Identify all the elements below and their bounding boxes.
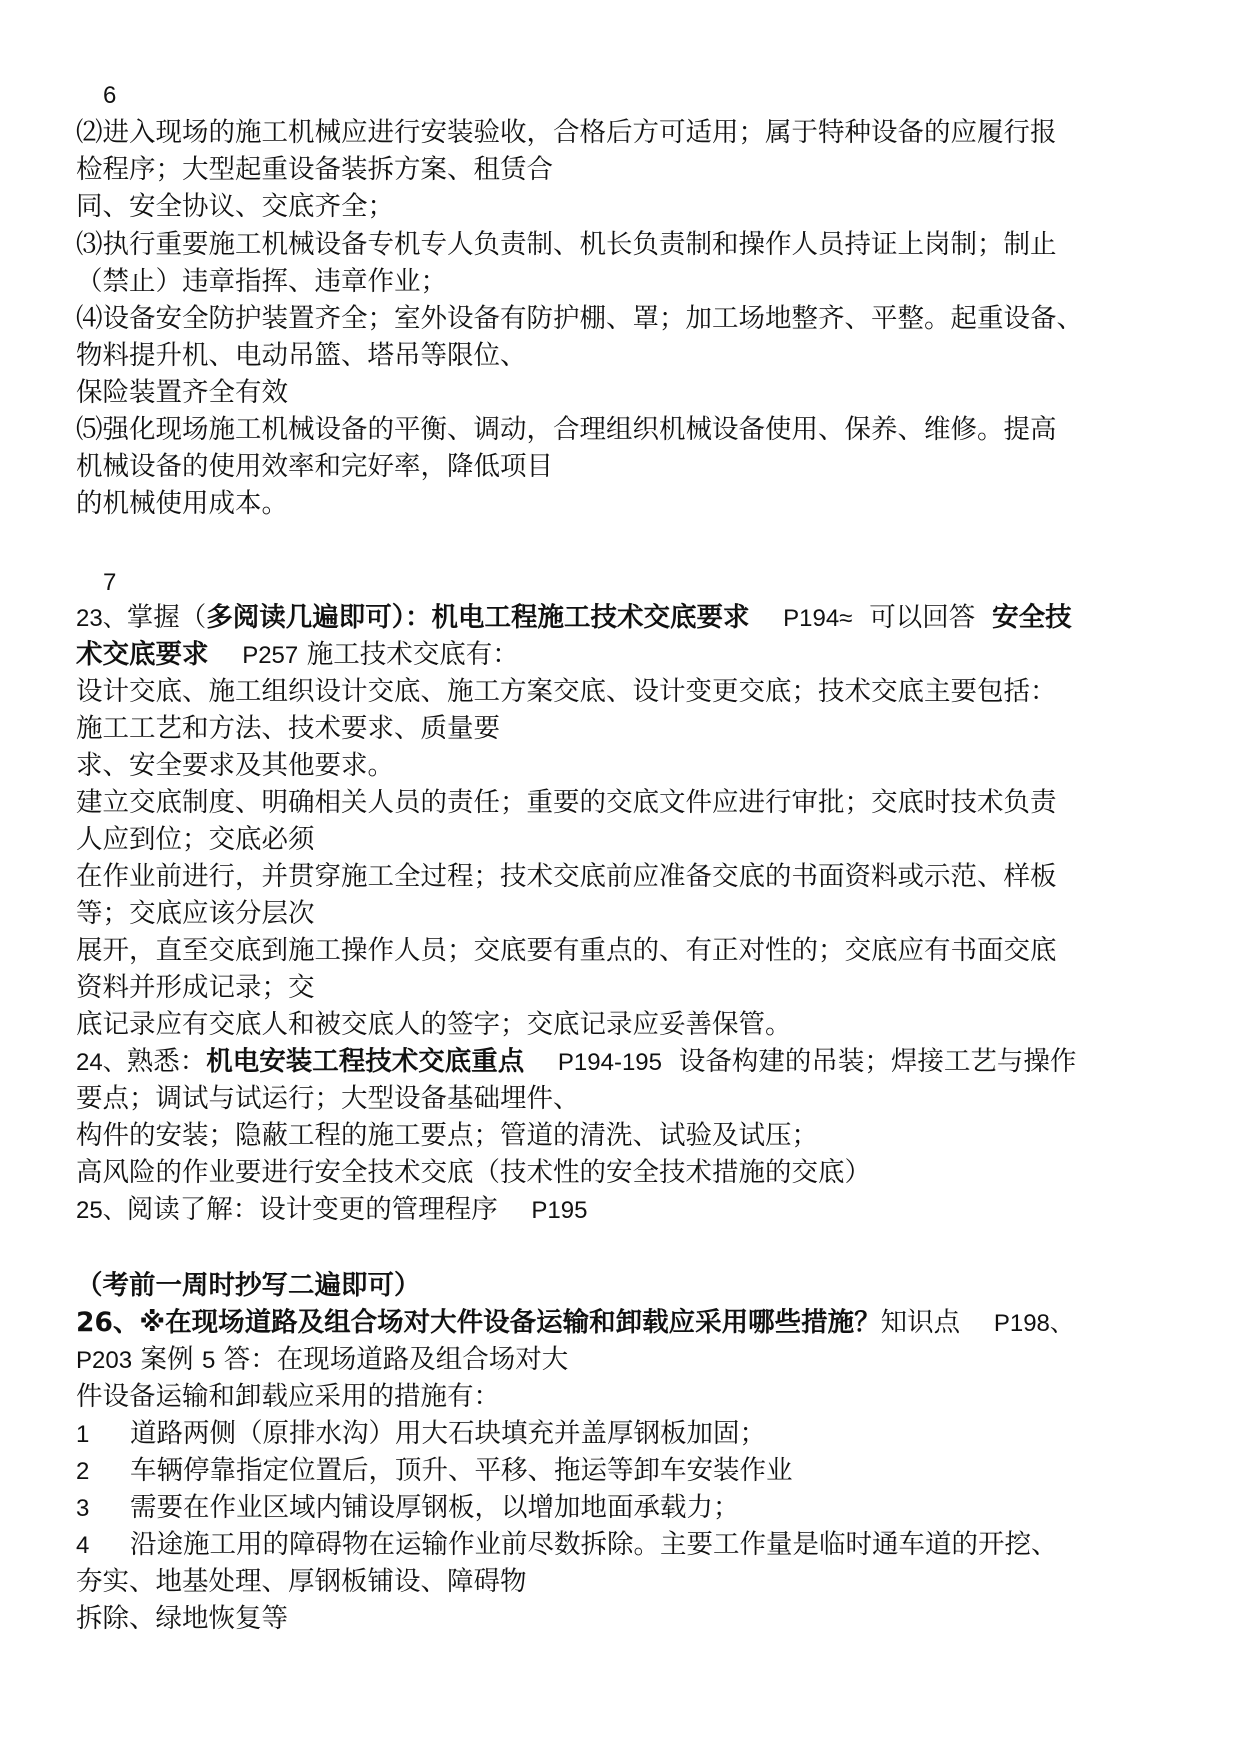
text-line: 构件的安装；隐蔽工程的施工要点；管道的清洗、试验及试压；	[76, 1120, 818, 1151]
text-line: 展开，直至交底到施工操作人员；交底要有重点的、有正对性的；交底应有书面交底	[76, 935, 1057, 966]
exam-note: （考前一周时抄写二遍即可）	[76, 1270, 421, 1301]
list-item: 3 需要在作业区域内铺设厚钢板，以增加地面承载力；	[76, 1492, 740, 1523]
text-line: ⑷设备安全防护装置齐全；室外设备有防护棚、罩；加工场地整齐、平整。起重设备、	[76, 303, 1083, 334]
text-line: 的机械使用成本。	[76, 488, 288, 519]
item-23-heading: 23、掌握（多阅读几遍即可）：机电工程施工技术交底要求 P194≈ 可以回答 安全技	[76, 602, 1072, 633]
text-line: ⑵进入现场的施工机械应进行安装验收，合格后方可适用；属于特种设备的应履行报	[76, 117, 1057, 148]
item-25-heading: 25、阅读了解：设计变更的管理程序 P195	[76, 1194, 588, 1225]
text-line: ⑶执行重要施工机械设备专机专人负责制、机长负责制和操作人员持证上岗制；制止	[76, 229, 1057, 260]
text-line: 保险装置齐全有效	[76, 377, 288, 408]
item-26-heading: 26、※在现场道路及组合场对大件设备运输和卸载应采用哪些措施？知识点 P198、	[76, 1307, 1074, 1338]
text-line: 检程序；大型起重设备装拆方案、租赁合	[76, 154, 553, 185]
item-24-heading: 24、熟悉：机电安装工程技术交底重点 P194-195 设备构建的吊装；焊接工艺与操作	[76, 1046, 1077, 1077]
text-line: 底记录应有交底人和被交底人的签字；交底记录应妥善保管。	[76, 1009, 792, 1040]
text-line: 在作业前进行，并贯穿施工全过程；技术交底前应准备交底的书面资料或示范、样板	[76, 861, 1057, 892]
item-23-heading-cont: 术交底要求 P257 施工技术交底有：	[76, 639, 519, 670]
list-item: 4 沿途施工用的障碍物在运输作业前尽数拆除。主要工作量是临时通车道的开挖、	[76, 1529, 1058, 1560]
text-line: 人应到位；交底必须	[76, 824, 315, 855]
page-number: 6	[103, 82, 117, 109]
text-line: 等；交底应该分层次	[76, 898, 315, 929]
text-line: 同、安全协议、交底齐全；	[76, 191, 394, 222]
text-line: ⑸强化现场施工机械设备的平衡、调动，合理组织机械设备使用、保养、维修。提高	[76, 414, 1057, 445]
text-line: 夯实、地基处理、厚钢板铺设、障碍物	[76, 1566, 527, 1597]
text-line: 求、安全要求及其他要求。	[76, 750, 394, 781]
list-item: 2 车辆停靠指定位置后，顶升、平移、拖运等卸车安装作业	[76, 1455, 793, 1486]
text-line: 件设备运输和卸载应采用的措施有：	[76, 1381, 500, 1412]
item-26-heading-cont: P203 案例 5 答：在现场道路及组合场对大	[76, 1344, 569, 1375]
list-item: 1 道路两侧（原排水沟）用大石块填充并盖厚钢板加固；	[76, 1418, 766, 1449]
text-line: 施工工艺和方法、技术要求、质量要	[76, 713, 500, 744]
text-line: 物料提升机、电动吊篮、塔吊等限位、	[76, 340, 527, 371]
text-line: 资料并形成记录；交	[76, 972, 315, 1003]
page-number: 7	[103, 569, 117, 596]
text-line: 要点；调试与试运行；大型设备基础埋件、	[76, 1083, 580, 1114]
text-line: 机械设备的使用效率和完好率，降低项目	[76, 451, 553, 482]
text-line: 建立交底制度、明确相关人员的责任；重要的交底文件应进行审批；交底时技术负责	[76, 787, 1057, 818]
text-line: 拆除、绿地恢复等	[76, 1603, 288, 1634]
text-line: 高风险的作业要进行安全技术交底（技术性的安全技术措施的交底）	[76, 1157, 871, 1188]
text-line: （禁止）违章指挥、违章作业；	[76, 266, 447, 297]
text-line: 设计交底、施工组织设计交底、施工方案交底、设计变更交底；技术交底主要包括：	[76, 676, 1057, 707]
